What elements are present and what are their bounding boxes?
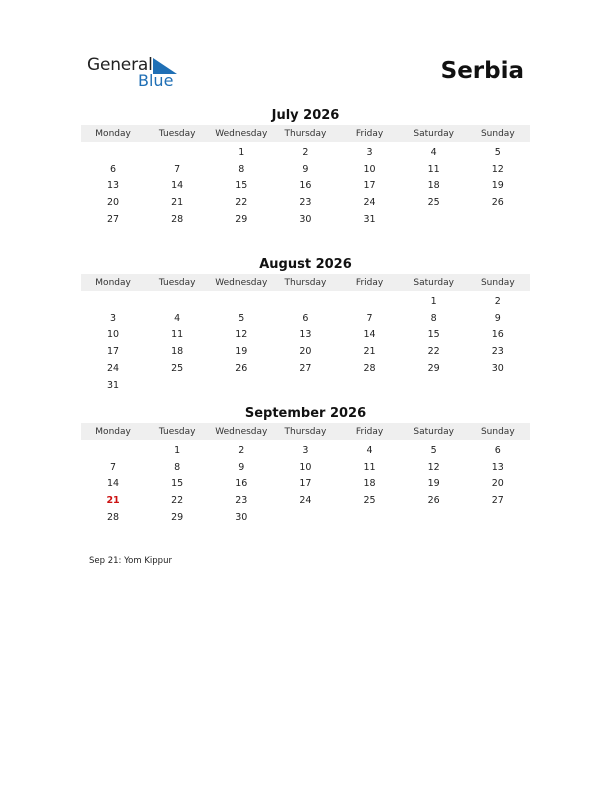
day-cell: 9 — [302, 163, 309, 175]
week-row — [81, 327, 530, 344]
generalblue-logo — [87, 55, 187, 95]
day-cell: 19 — [427, 478, 440, 490]
weekday-label: Wednesday — [215, 277, 268, 288]
weekday-label: Wednesday — [215, 426, 268, 437]
day-cell: 25 — [363, 495, 376, 507]
weekday-header-row — [81, 125, 530, 142]
country-title: Serbia — [440, 58, 524, 84]
weekday-label: Thursday — [284, 128, 327, 139]
weekday-label: Friday — [355, 426, 384, 437]
weekday-label: Monday — [95, 277, 131, 288]
day-cell: 27 — [107, 214, 120, 226]
day-cell: 26 — [491, 197, 504, 209]
week-row — [81, 360, 530, 377]
day-cell: 12 — [491, 163, 504, 175]
day-cell: 30 — [491, 363, 504, 375]
weekday-label: Saturday — [413, 128, 454, 139]
day-cell: 16 — [299, 180, 312, 192]
day-cell: 5 — [494, 146, 501, 158]
day-cell: 14 — [107, 478, 120, 490]
day-cell: 17 — [363, 180, 376, 192]
holiday-notes — [89, 556, 172, 566]
day-cell: 2 — [494, 295, 501, 307]
day-cell: 22 — [171, 495, 184, 507]
day-cell: 23 — [235, 495, 248, 507]
day-cell: 4 — [430, 146, 437, 158]
week-row — [81, 144, 530, 161]
weekday-label: Saturday — [413, 277, 454, 288]
day-cell: 21 — [171, 197, 184, 209]
day-cell: 22 — [427, 346, 440, 358]
week-row — [81, 442, 530, 459]
day-cell: 12 — [235, 329, 248, 341]
day-cell: 18 — [427, 180, 440, 192]
weekday-label: Sunday — [480, 277, 515, 288]
month-title: September 2026 — [244, 406, 367, 421]
day-cell: 7 — [110, 461, 117, 473]
day-cell: 27 — [491, 495, 504, 507]
day-cell: 21 — [363, 346, 376, 358]
day-cell: 6 — [110, 163, 117, 175]
day-cell: 31 — [363, 214, 376, 226]
day-cell: 9 — [494, 312, 501, 324]
weekday-header-row — [81, 274, 530, 291]
day-cell: 12 — [427, 461, 440, 473]
day-cell: 26 — [427, 495, 440, 507]
day-cell: 16 — [235, 478, 248, 490]
day-cell: 18 — [171, 346, 184, 358]
day-cell: 25 — [171, 363, 184, 375]
logo-text-general: General — [87, 55, 153, 75]
week-row — [81, 211, 530, 228]
week-row — [81, 377, 530, 394]
week-row — [81, 343, 530, 360]
day-cell: 14 — [171, 180, 184, 192]
weekday-label: Tuesday — [158, 426, 196, 437]
day-cell: 28 — [107, 512, 120, 524]
weekday-label: Friday — [355, 277, 384, 288]
weekday-label: Wednesday — [215, 128, 268, 139]
day-cell: 30 — [299, 214, 312, 226]
week-row — [81, 194, 530, 211]
weekday-label: Monday — [95, 128, 131, 139]
weekday-label: Friday — [355, 128, 384, 139]
logo-text-blue: Blue — [138, 71, 174, 90]
day-cell: 16 — [491, 329, 504, 341]
month-block — [81, 405, 530, 526]
day-cell: 2 — [238, 444, 245, 456]
weekday-label: Saturday — [413, 426, 454, 437]
weekday-label: Thursday — [284, 277, 327, 288]
day-cell: 23 — [299, 197, 312, 209]
day-cell: 1 — [238, 146, 245, 158]
day-cell: 13 — [299, 329, 312, 341]
weekday-label: Monday — [95, 426, 131, 437]
day-cell: 13 — [107, 180, 120, 192]
day-cell: 10 — [299, 461, 312, 473]
day-cell: 17 — [299, 478, 312, 490]
day-cell: 3 — [110, 312, 117, 324]
day-cell: 31 — [107, 379, 120, 391]
day-cell: 6 — [494, 444, 501, 456]
day-cell: 15 — [235, 180, 248, 192]
day-cell: 15 — [171, 478, 184, 490]
day-cell: 4 — [366, 444, 373, 456]
day-cell: 7 — [174, 163, 181, 175]
day-cell: 1 — [174, 444, 181, 456]
day-cell: 28 — [171, 214, 184, 226]
day-cell: 17 — [107, 346, 120, 358]
day-cell: 2 — [302, 146, 309, 158]
month-block — [81, 256, 530, 394]
day-cell: 29 — [427, 363, 440, 375]
weekday-label: Tuesday — [158, 128, 196, 139]
day-cell: 3 — [366, 146, 373, 158]
holiday-note: Sep 21: Yom Kippur — [89, 556, 172, 566]
day-cell: 10 — [107, 329, 120, 341]
day-cell: 23 — [491, 346, 504, 358]
weekday-label: Thursday — [284, 426, 327, 437]
weekday-label: Sunday — [480, 426, 515, 437]
week-row — [81, 476, 530, 493]
month-block — [81, 107, 530, 228]
week-row — [81, 492, 530, 509]
day-cell: 30 — [235, 512, 248, 524]
day-cell: 28 — [363, 363, 376, 375]
day-cell: 11 — [427, 163, 440, 175]
day-cell: 19 — [235, 346, 248, 358]
day-cell: 27 — [299, 363, 312, 375]
day-cell: 13 — [491, 461, 504, 473]
month-title: August 2026 — [259, 257, 352, 272]
day-cell: 26 — [235, 363, 248, 375]
day-cell: 4 — [174, 312, 181, 324]
week-row — [81, 161, 530, 178]
day-cell: 24 — [107, 363, 120, 375]
day-cell: 7 — [366, 312, 373, 324]
day-cell: 20 — [299, 346, 312, 358]
day-cell: 24 — [299, 495, 312, 507]
day-cell: 22 — [235, 197, 248, 209]
day-cell: 1 — [430, 295, 437, 307]
day-cell: 8 — [174, 461, 181, 473]
day-cell: 19 — [491, 180, 504, 192]
day-cell: 5 — [430, 444, 437, 456]
weekday-header-row — [81, 423, 530, 440]
day-cell: 11 — [171, 329, 184, 341]
day-cell: 20 — [491, 478, 504, 490]
day-cell: 29 — [235, 214, 248, 226]
day-cell: 20 — [107, 197, 120, 209]
week-row — [81, 310, 530, 327]
day-cell: 3 — [302, 444, 309, 456]
day-cell: 21 — [106, 495, 120, 507]
weekday-label: Tuesday — [158, 277, 196, 288]
month-title: July 2026 — [271, 108, 340, 123]
week-row — [81, 293, 530, 310]
week-row — [81, 178, 530, 195]
day-cell: 8 — [430, 312, 437, 324]
day-cell: 15 — [427, 329, 440, 341]
week-row — [81, 459, 530, 476]
day-cell: 10 — [363, 163, 376, 175]
day-cell: 11 — [363, 461, 376, 473]
weekday-label: Sunday — [480, 128, 515, 139]
day-cell: 8 — [238, 163, 245, 175]
day-cell: 14 — [363, 329, 376, 341]
day-cell: 5 — [238, 312, 245, 324]
week-row — [81, 509, 530, 526]
day-cell: 25 — [427, 197, 440, 209]
day-cell: 18 — [363, 478, 376, 490]
day-cell: 29 — [171, 512, 184, 524]
day-cell: 24 — [363, 197, 376, 209]
day-cell: 9 — [238, 461, 245, 473]
day-cell: 6 — [302, 312, 309, 324]
